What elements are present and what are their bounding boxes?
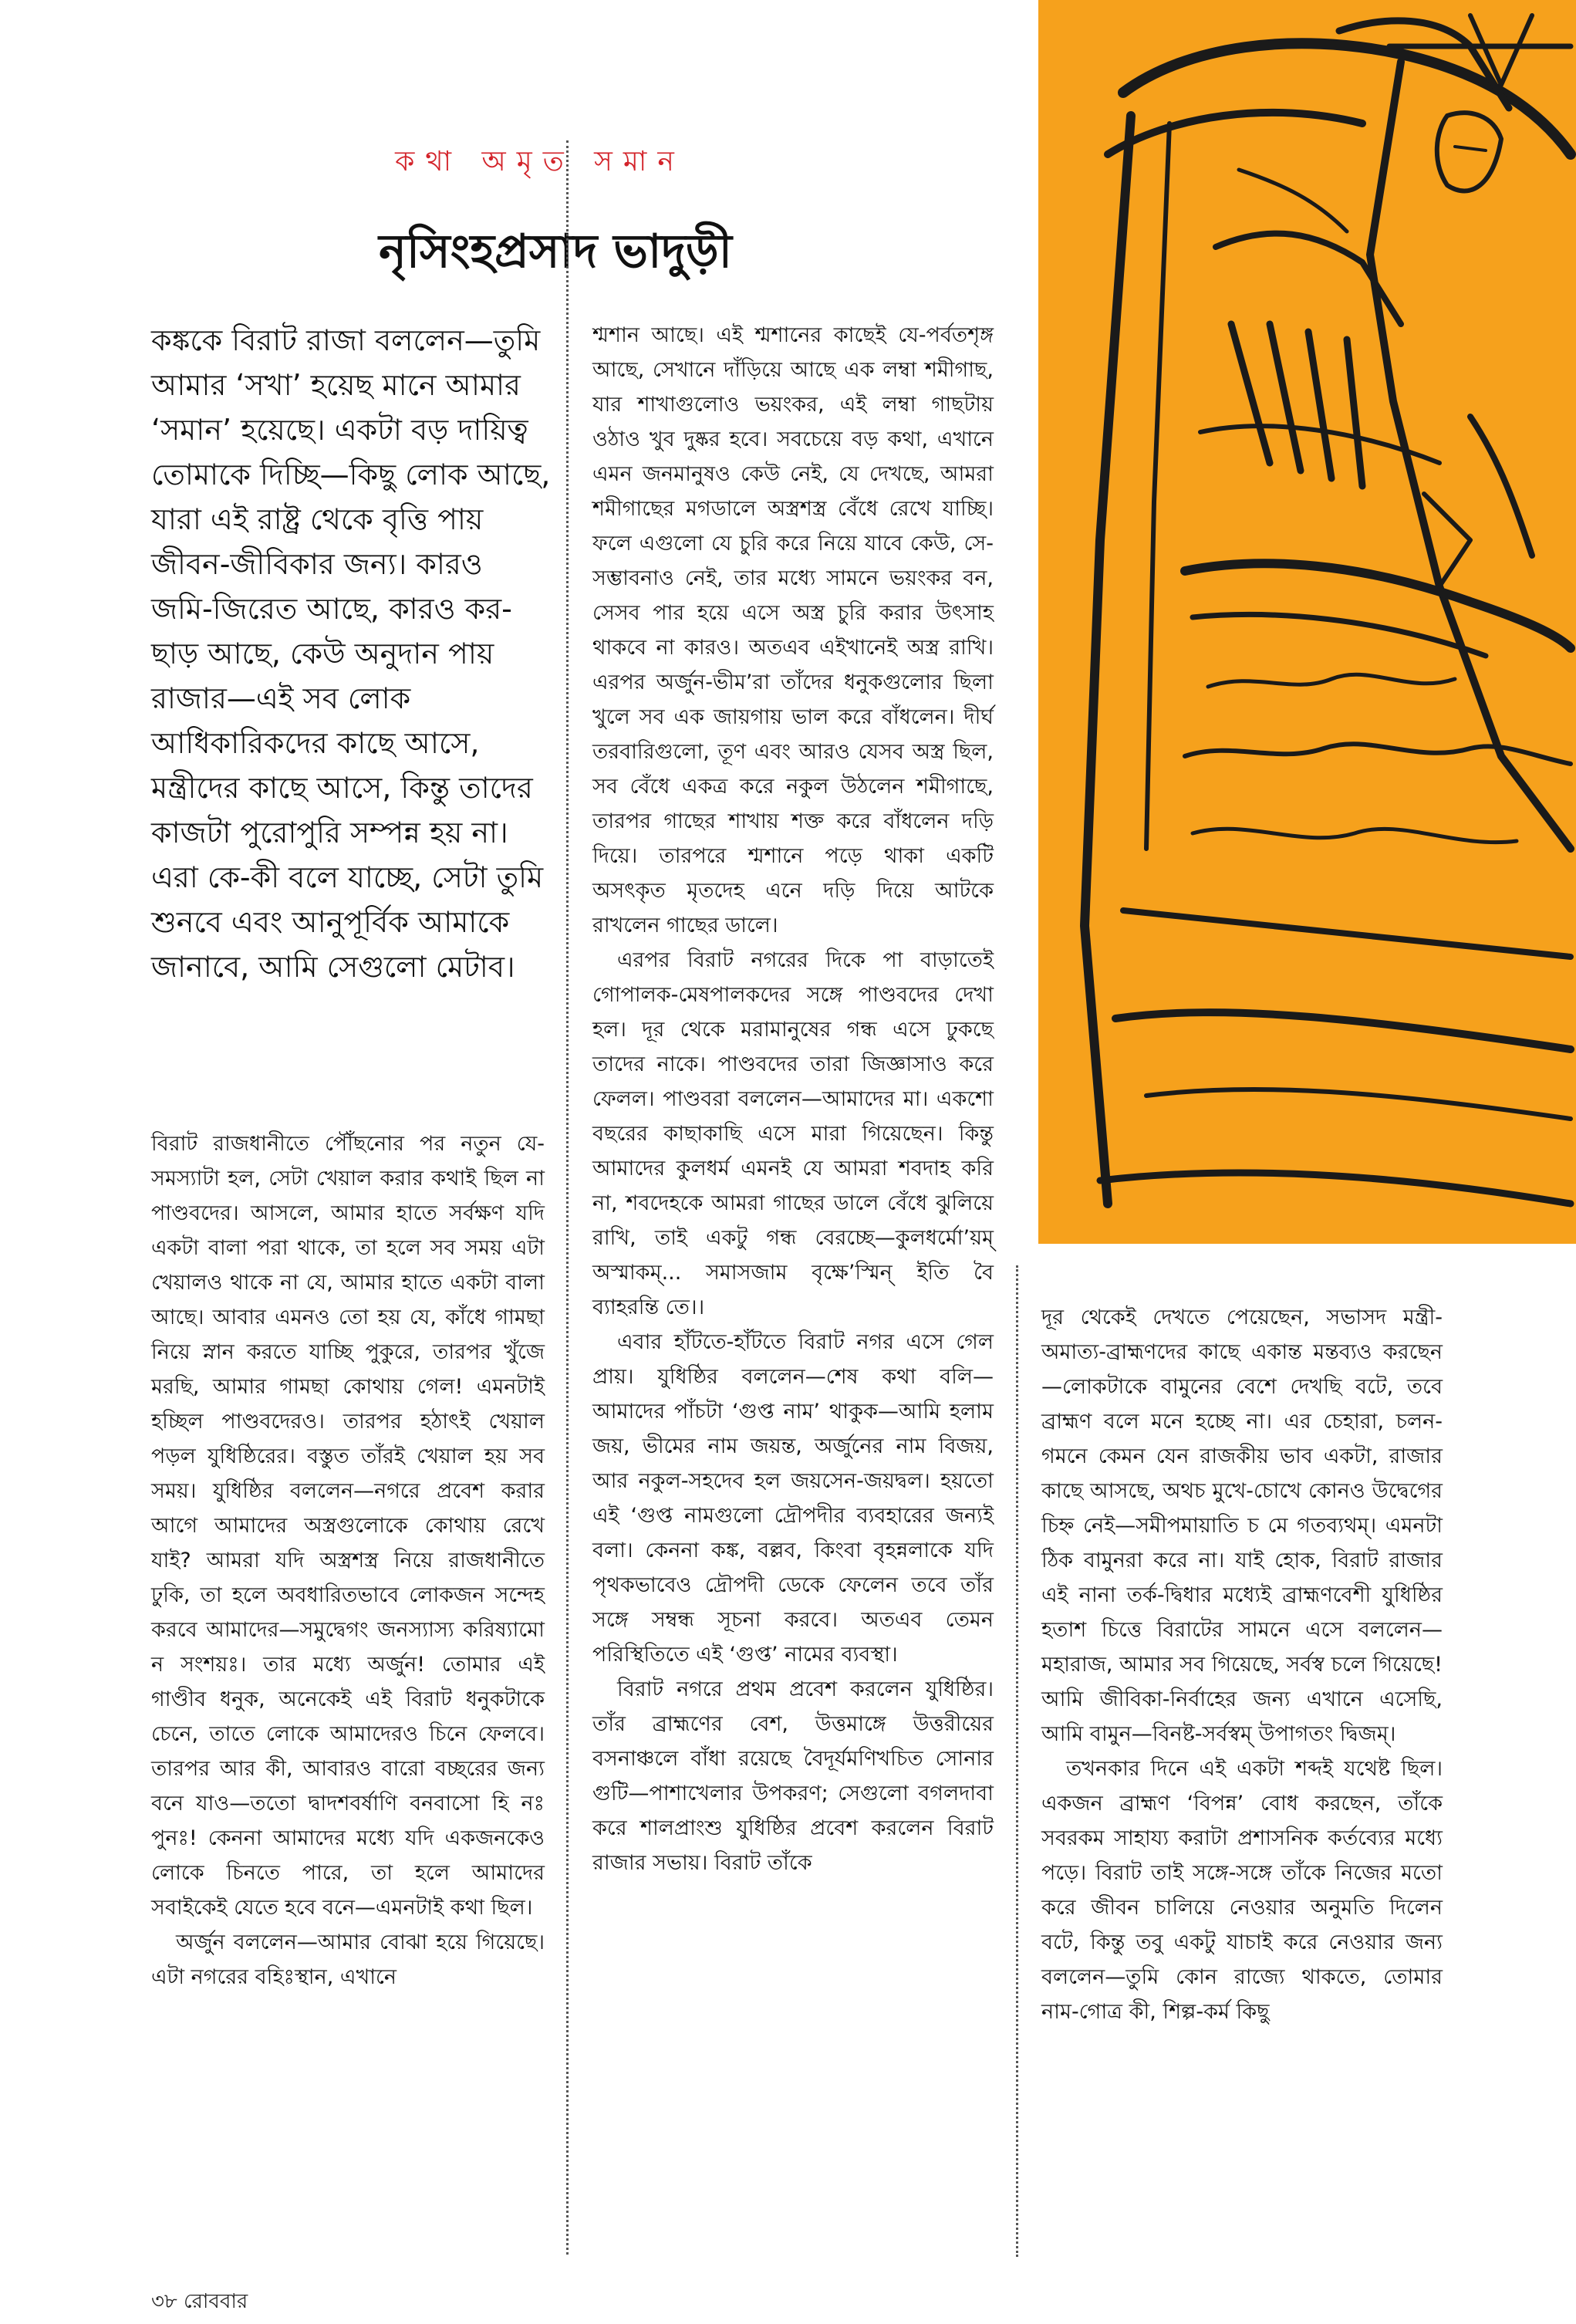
pull-quote: কঙ্ককে বিরাট রাজা বললেন—তুমি আমার ‘সখা’ হয়েছ মানে আমার ‘সমান’ হয়েছে। একটা বড় দায়িত্ব তোমাকে দিচ্ছি—কিছু লোক আছে, যারা এই রাষ্ট্র থেকে বৃত্তি পায় জীবন-জীবিকার জন্য। কারও জমি-জিরেত আছে, কারও কর-ছাড় আছে, কেউ অনুদান পায় রাজার—এই সব লোক আধিকারিকদের কাছে আসে, মন্ত্রীদের কাছে আসে, কিন্তু তাদের কাজটা পুরোপুরি সম্পন্ন হয় না। এরা কে-কী বলে যাচ্ছে, সেটা তুমি শুনবে এবং আনুপূর্বিক আমাকে জানাবে, আমি সেগুলো মেটাব। — [151, 323, 551, 984]
body-column-3 — [1041, 1300, 1443, 2029]
paragraph: দূর থেকেই দেখতে পেয়েছেন, সভাসদ মন্ত্রী-অমাত্য-ব্রাহ্মণদের কাছে একান্ত মন্তব্যও করছেন—লোকটাকে বামুনের বেশে দেখছি বটে, তবে ব্রাহ্মণ বলে মনে হচ্ছে না। এর চেহারা, চলন-গমনে কেমন যেন রাজকীয় ভাব একটা, রাজার কাছে আসছে, অথচ মুখে-চোখে কোনও উদ্বেগের চিহ্ন নেই—সমীপমায়াতি চ মে গতব্যথম্। এমনটা ঠিক বামুনরা করে না। যাই হোক, বিরাট রাজার এই নানা তর্ক-দ্বিধার মধ্যেই ব্রাহ্মণবেশী যুধিষ্ঠির হতাশ চিত্তে বিরাটের সামনে এসে বললেন—মহারাজ, আমার সব গিয়েছে, সর্বস্ব চলে গিয়েছে! আমি জীবিকা-নির্বাহের জন্য এখানে এসেছি, আমি বামুন—বিনষ্ট-সর্বস্বম্ উপাগতং দ্বিজম্। — [1041, 1306, 1443, 1746]
column-divider — [1016, 1265, 1018, 2257]
body-column-2 — [592, 318, 994, 1880]
paragraph: তখনকার দিনে এই একটা শব্দই যথেষ্ট ছিল। একজন ব্রাহ্মণ ‘বিপন্ন’ বোধ করছেন, তাঁকে সবরকম সাহায্য করাটা প্রশাসনিক কর্তব্যের মধ্যে পড়ে। বিরাট তাই সঙ্গে-সঙ্গে তাঁকে নিজের মতো করে জীবন চালিয়ে নেওয়ার অনুমতি দিলেন বটে, কিন্তু তবু একটু যাচাই করে নেওয়ার জন্য বললেন—তুমি কোন রাজ্যে থাকতে, তোমার নাম-গোত্র কী, শিল্প-কর্ম কিছু — [1041, 1757, 1443, 2024]
paragraph: এরপর বিরাট নগরের দিকে পা বাড়াতেই গোপালক-মেষপালকদের সঙ্গে পাণ্ডবদের দেখা হল। দূর থেকে মরামানুষের গন্ধ এসে ঢুকছে তাদের নাকে। পাণ্ডবদের তারা জিজ্ঞাসাও করে ফেলল। পাণ্ডবরা বললেন—আমাদের মা। একশো বছরের কাছাকাছি এসে মারা গিয়েছেন। কিন্তু আমাদের কুলধর্ম এমনই যে আমরা শবদাহ করি না, শবদেহকে আমরা গাছের ডালে বেঁধে ঝুলিয়ে রাখি, তাই একটু গন্ধ বেরচ্ছে—কুলধর্মো’য়ম্ অস্মাকম্... সমাসজাম বৃক্ষে’স্মিন্ ইতি বৈ ব্যাহরন্তি তে।। — [592, 948, 994, 1319]
ink-figure-illustration — [1038, 0, 1576, 1244]
column-divider — [566, 140, 569, 2255]
paragraph: অর্জুন বললেন—আমার বোঝা হয়ে গিয়েছে। এটা নগরের বহিঃস্থান, এখানে — [151, 1930, 545, 1989]
paragraph: বিরাট নগরে প্রথম প্রবেশ করলেন যুধিষ্ঠির। তাঁর ব্রাহ্মণের বেশ, উত্তমাঙ্গে উত্তরীয়ের বসনাঞ্চলে বাঁধা রয়েছে বৈদূর্যমণিখচিত সোনার গুটি—পাশাখেলার উপকরণ; সেগুলো বগলদাবা করে শালপ্রাংশু যুধিষ্ঠির প্রবেশ করলেন বিরাট রাজার সভায়। বিরাট তাঁকে — [592, 1677, 994, 1875]
illustration-panel — [1038, 0, 1576, 1244]
series-title: কথা অমৃত সমান — [395, 146, 685, 177]
paragraph: এবার হাঁটতে-হাঁটতে বিরাট নগর এসে গেল প্রায়। যুধিষ্ঠির বললেন—শেষ কথা বলি—আমাদের পাঁচটা ‘গুপ্ত নাম’ থাকুক—আমি হলাম জয়, ভীমের নাম জয়ন্ত, অর্জুনের নাম বিজয়, আর নকুল-সহদেব হল জয়সেন-জয়দ্বল। হয়তো এই ‘গুপ্ত নামগুলো দ্রৌপদীর ব্যবহারের জন্যই বলা। কেননা কঙ্ক, বল্লব, কিংবা বৃহন্নলাকে যদি পৃথকভাবেও দ্রৌপদী ডেকে ফেলেন তবে তাঁর সঙ্গে সম্বন্ধ সূচনা করবে। অতএব তেমন পরিস্থিতিতে এই ‘গুপ্ত’ নামের ব্যবস্থা। — [592, 1330, 994, 1667]
paragraph: বিরাট রাজধানীতে পৌঁছনোর পর নতুন যে-সমস্যাটা হল, সেটা খেয়াল করার কথাই ছিল না পাণ্ডবদের। আসলে, আমার হাতে সর্বক্ষণ যদি একটা বালা পরা থাকে, তা হলে সব সময় এটা খেয়ালও থাকে না যে, আমার হাতে একটা বালা আছে। আবার এমনও তো হয় যে, কাঁধে গামছা নিয়ে স্নান করতে যাচ্ছি পুকুরে, তারপর খুঁজে মরছি, আমার গামছা কোথায় গেল! এমনটাই হচ্ছিল পাণ্ডবদেরও। তারপর হঠাৎই খেয়াল পড়ল যুধিষ্ঠিরের। বস্তুত তাঁরই খেয়াল হয় সব সময়। যুধিষ্ঠির বললেন—নগরে প্রবেশ করার আগে আমাদের অস্ত্রগুলোকে কোথায় রেখে যাই? আমরা যদি অস্ত্রশস্ত্র নিয়ে রাজধানীতে ঢুকি, তা হলে অবধারিতভাবে লোকজন সন্দেহ করবে আমাদের—সমুদ্বেগং জনস্যাস্য করিষ্যামো ন সংশয়ঃ। তার মধ্যে অর্জুন! তোমার এই গাণ্ডীব ধনুক, অনেকেই এই বিরাট ধনুকটাকে চেনে, তাতে লোকে আমাদেরও চিনে ফেলবে। তারপর আর কী, আবারও বারো বচ্ছরের জন্য বনে যাও—ততো দ্বাদশবর্ষাণি বনবাসো হি নঃ পুনঃ! কেননা আমাদের মধ্যে যদি একজনকেও লোকে চিনতে পারে, তা হলে আমাদের সবাইকেই যেতে হবে বনে—এমনটাই কথা ছিল। — [151, 1132, 545, 1920]
page-folio: ৩৮ রোববার — [151, 2290, 248, 2313]
author-name: নৃসিংহপ্রসাদ ভাদুড়ী — [379, 225, 732, 279]
body-column-1 — [151, 1127, 545, 1995]
paragraph: শ্মশান আছে। এই শ্মশানের কাছেই যে-পর্বতশৃঙ্গ আছে, সেখানে দাঁড়িয়ে আছে এক লম্বা শমীগাছ, যার শাখাগুলোও ভয়ংকর, এই লম্বা গাছটায় ওঠাও খুব দুষ্কর হবে। সবচেয়ে বড় কথা, এখানে এমন জনমানুষও কেউ নেই, যে দেখছে, আমরা শমীগাছের মগডালে অস্ত্রশস্ত্র বেঁধে রেখে যাচ্ছি। ফলে এগুলো যে চুরি করে নিয়ে যাবে কেউ, সে-সম্ভাবনাও নেই, তার মধ্যে সামনে ভয়ংকর বন, সেসব পার হয়ে এসে অস্ত্র চুরি করার উৎসাহ থাকবে না কারও। অতএব এইখানেই অস্ত্র রাখি। এরপর অর্জুন-ভীম’রা তাঁদের ধনুকগুলোর ছিলা খুলে সব এক জায়গায় ভাল করে বাঁধলেন। দীর্ঘ তরবারিগুলো, তূণ এবং আরও যেসব অস্ত্র ছিল, সব বেঁধে একত্র করে নকুল উঠলেন শমীগাছে, তারপর গাছের শাখায় শক্ত করে বাঁধলেন দড়ি দিয়ে। তারপরে শ্মশানে পড়ে থাকা একটি অসৎকৃত মৃতদেহ এনে দড়ি দিয়ে আটকে রাখলেন গাছের ডালে। — [592, 323, 994, 937]
